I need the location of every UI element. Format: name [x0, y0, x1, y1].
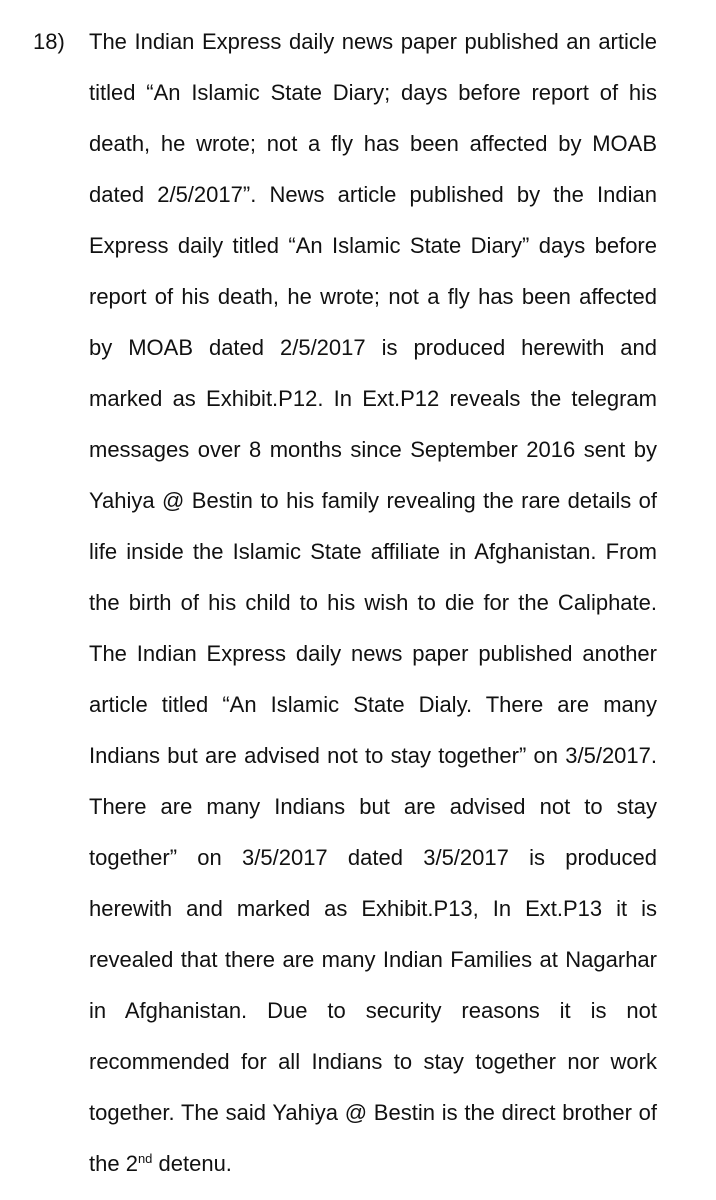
paragraph-line: Yahiya @ Bestin to his family revealing the rare details of: [89, 488, 657, 513]
paragraph-line: by MOAB dated 2/5/2017 is produced herewith and: [89, 335, 657, 360]
ordinal-superscript: nd: [137, 1151, 153, 1166]
paragraph-line: herewith and marked as Exhibit.P13, In Ext.P13 it is: [89, 896, 657, 921]
last-line-text-after: detenu.: [152, 1151, 232, 1176]
paragraph-line: There are many Indians but are advised not to stay: [89, 794, 657, 819]
paragraph-line: revealed that there are many Indian Families at Nagarhar: [89, 947, 657, 972]
paragraph-line: messages over 8 months since September 2016 sent by: [89, 437, 657, 462]
paragraph-line: together. The said Yahiya @ Bestin is the direct brother of: [89, 1100, 657, 1125]
paragraph-number: 18): [33, 29, 65, 54]
paragraph-line: together” on 3/5/2017 dated 3/5/2017 is produced: [89, 845, 657, 870]
last-line-text-before: the 2: [89, 1151, 138, 1176]
paragraph-line: life inside the Islamic State affiliate in Afghanistan. From: [89, 539, 657, 564]
paragraph-line: article titled “An Islamic State Dialy. There are many: [89, 692, 657, 717]
paragraph-body: [89, 27, 657, 1200]
paragraph-line: Express daily titled “An Islamic State Diary” days before: [89, 233, 657, 258]
paragraph-line: The Indian Express daily news paper published an article: [89, 29, 657, 54]
paragraph-line: recommended for all Indians to stay together nor work: [89, 1049, 657, 1074]
paragraph-line: report of his death, he wrote; not a fly has been affected: [89, 284, 657, 309]
paragraph-line: titled “An Islamic State Diary; days before report of his: [89, 80, 657, 105]
paragraph-line: The Indian Express daily news paper published another: [89, 641, 657, 666]
paragraph-line: Indians but are advised not to stay together” on 3/5/2017.: [89, 743, 657, 768]
paragraph-line: death, he wrote; not a fly has been affected by MOAB: [89, 131, 657, 156]
paragraph-line: dated 2/5/2017”. News article published by the Indian: [89, 182, 657, 207]
paragraph-line: in Afghanistan. Due to security reasons it is not: [89, 998, 657, 1023]
paragraph-last-line: [89, 1149, 657, 1200]
paragraph-line: marked as Exhibit.P12. In Ext.P12 reveals the telegram: [89, 386, 657, 411]
paragraph-line: the birth of his child to his wish to die for the Caliphate.: [89, 590, 657, 615]
